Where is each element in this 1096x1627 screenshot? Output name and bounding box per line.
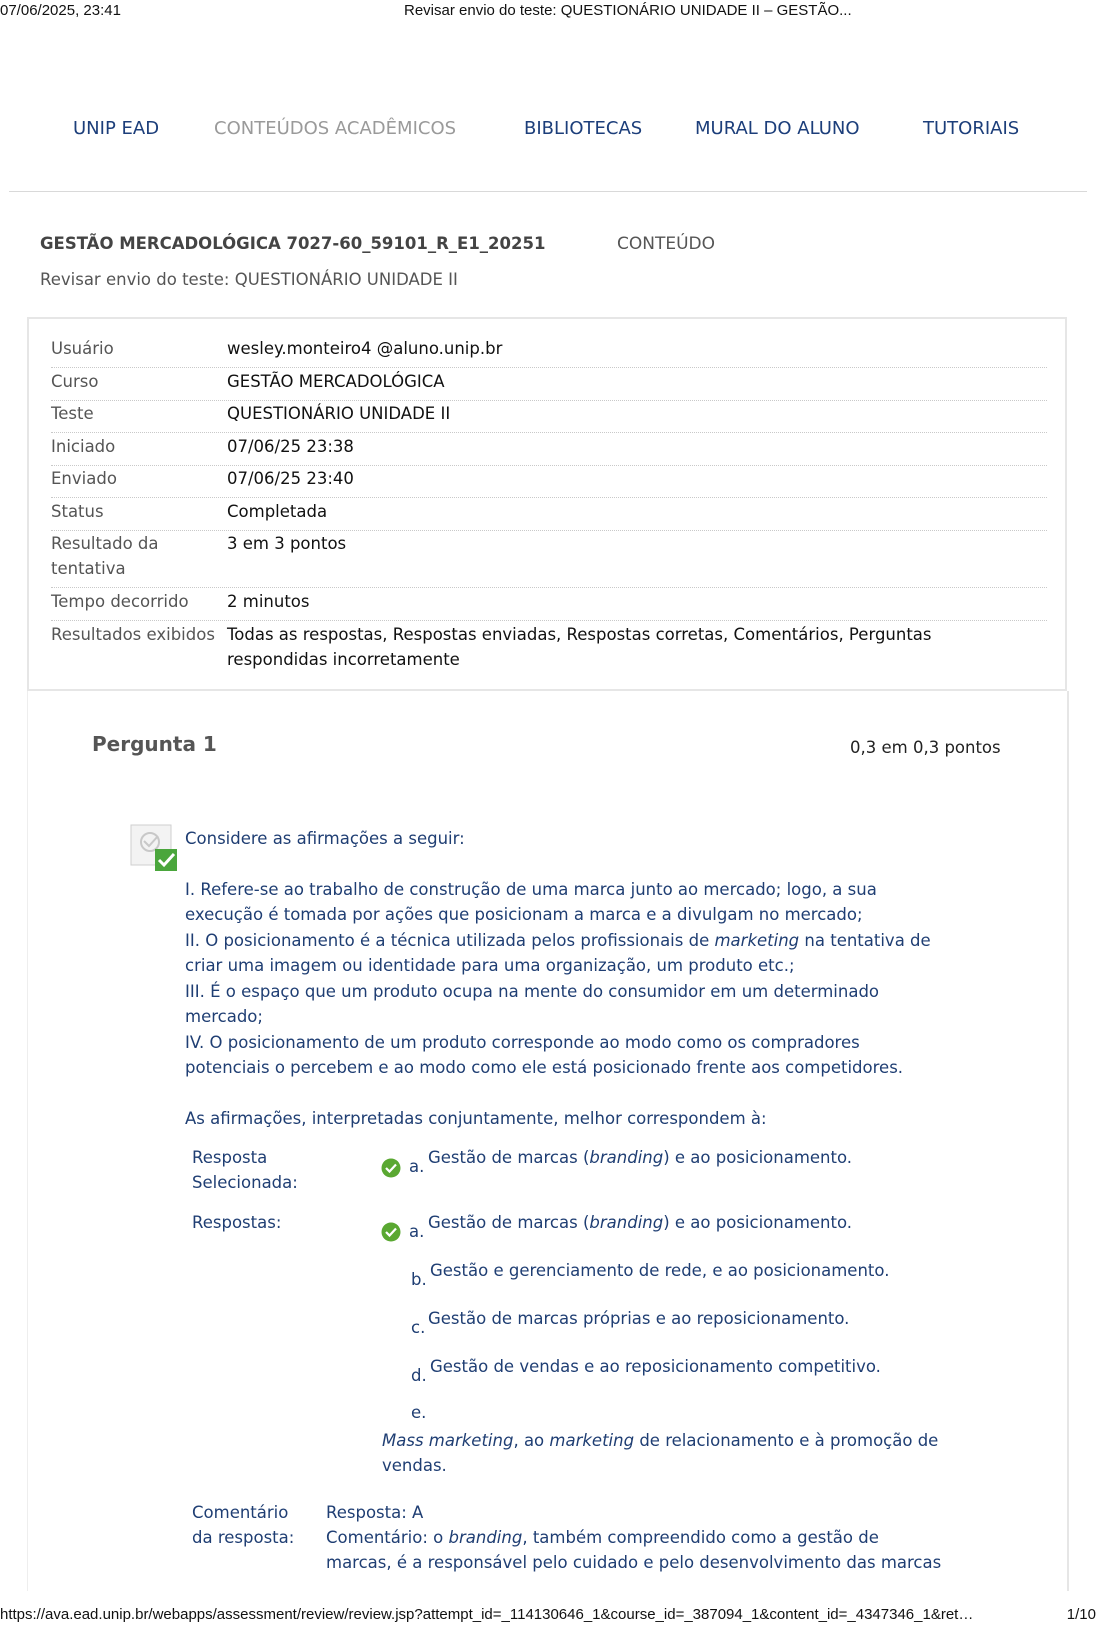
print-url: https://ava.ead.unip.br/webapps/assessment/review/review.jsp?attempt_id=_114130646_1&course_id=_387094_1&content_id=_4347346_1&ret… — [0, 1606, 974, 1623]
comment-answer: Resposta: A — [326, 1503, 424, 1522]
label-line1: Comentário — [192, 1503, 289, 1522]
correct-check-icon — [381, 1158, 401, 1178]
answer-option-e — [382, 1428, 938, 1478]
info-label: Teste — [51, 404, 94, 423]
text-part: Gestão de marcas ( — [428, 1213, 590, 1232]
selected-answer-text — [428, 1145, 852, 1170]
info-value: wesley.monteiro4 @aluno.unip.br — [227, 339, 503, 358]
nav-conteudos-academicos[interactable]: CONTEÚDOS ACADÊMICOS — [214, 118, 457, 139]
text-part: Comentário: o — [326, 1528, 449, 1547]
info-value: QUESTIONÁRIO UNIDADE II — [227, 404, 451, 423]
answer-letter: d. — [411, 1366, 427, 1385]
question-title: Pergunta 1 — [92, 732, 217, 756]
print-footer — [0, 1606, 1096, 1626]
info-value-line1: Todas as respostas, Respostas enviadas, Respostas corretas, Comentários, Perguntas — [227, 625, 932, 644]
question-line: execução é tomada por ações que posicionam a marca e a divulgam no mercado; — [185, 905, 863, 924]
info-value: 2 minutos — [227, 592, 310, 611]
info-label: Usuário — [51, 339, 114, 358]
info-row-curso — [51, 369, 1047, 401]
info-row-teste — [51, 401, 1047, 433]
info-label: Iniciado — [51, 437, 116, 456]
answer-option-a — [428, 1210, 852, 1235]
info-value: 07/06/25 23:40 — [227, 469, 354, 488]
text-emphasis: marketing — [549, 1431, 635, 1450]
answer-option-b: Gestão e gerenciamento de rede, e ao posicionamento. — [430, 1261, 890, 1280]
info-label-line2: tentativa — [51, 559, 126, 578]
text-part: de relacionamento e à promoção de — [634, 1431, 939, 1450]
question-line: mercado; — [185, 1007, 263, 1026]
info-label: Tempo decorrido — [51, 592, 189, 611]
print-page-number: 1/10 — [1066, 1606, 1096, 1623]
nav-divider — [9, 191, 1087, 192]
print-header — [0, 2, 1096, 22]
info-row-resultados-exibidos — [51, 622, 1047, 678]
info-label: Resultados exibidos — [51, 625, 215, 644]
answer-option-c: Gestão de marcas próprias e ao reposicionamento. — [428, 1309, 850, 1328]
label-line2: Selecionada: — [192, 1173, 298, 1192]
question-line-part: II. O posicionamento é a técnica utilizada pelos profissionais de — [185, 931, 710, 950]
answer-letter: a. — [409, 1222, 425, 1241]
question-line: criar uma imagem ou identidade para uma organização, um produto etc.; — [185, 956, 795, 975]
text-part: marcas, é a responsável pelo cuidado e pelo desenvolvimento das marcas — [326, 1553, 942, 1572]
print-date: 07/06/2025, 23:41 — [0, 2, 121, 19]
course-title[interactable]: GESTÃO MERCADOLÓGICA 7027-60_59101_R_E1_20251 — [40, 234, 546, 253]
attempt-info-box — [27, 317, 1067, 691]
info-label-line1: Resultado da — [51, 534, 159, 553]
text-part: Gestão de marcas ( — [428, 1148, 590, 1167]
question-line: IV. O posicionamento de um produto corresponde ao modo como os compradores — [185, 1033, 860, 1052]
nav-tutoriais[interactable]: TUTORIAIS — [923, 118, 1020, 139]
info-label: Status — [51, 502, 104, 521]
label-line2: da resposta: — [192, 1528, 295, 1547]
info-value-line2: respondidas incorretamente — [227, 650, 460, 669]
question-line-part: na tentativa de — [804, 931, 931, 950]
info-value: Completada — [227, 502, 328, 521]
correct-question-icon — [130, 824, 178, 872]
info-row-iniciado — [51, 434, 1047, 466]
info-value: 3 em 3 pontos — [227, 534, 347, 553]
info-row-usuario — [51, 336, 1047, 368]
info-value: GESTÃO MERCADOLÓGICA — [227, 372, 445, 391]
top-nav — [0, 118, 1096, 148]
question-points: 0,3 em 0,3 pontos — [850, 738, 1001, 757]
content-border-right — [1067, 691, 1069, 1591]
text-part: vendas. — [382, 1456, 447, 1475]
answer-option-d: Gestão de vendas e ao reposicionamento competitivo. — [430, 1357, 881, 1376]
answer-letter: a. — [409, 1157, 425, 1176]
print-title: Revisar envio do teste: QUESTIONÁRIO UNIDADE II – GESTÃO... — [404, 2, 852, 19]
answer-letter: c. — [411, 1318, 426, 1337]
correct-check-icon — [381, 1222, 401, 1242]
answer-letter: b. — [411, 1270, 427, 1289]
text-emphasis: Mass marketing — [382, 1431, 514, 1450]
page-title: Revisar envio do teste: QUESTIONÁRIO UNIDADE II — [40, 270, 458, 289]
info-row-enviado — [51, 466, 1047, 498]
text-emphasis: branding — [589, 1148, 664, 1167]
info-label — [51, 531, 221, 581]
answer-letter: e. — [411, 1403, 427, 1422]
question-line: potenciais o percebem e ao modo como ele está posicionado frente aos competidores. — [185, 1058, 904, 1077]
label-line1: Resposta — [192, 1148, 268, 1167]
info-row-status — [51, 499, 1047, 531]
info-label: Curso — [51, 372, 99, 391]
text-part: , ao — [513, 1431, 550, 1450]
info-value — [227, 622, 1027, 672]
question-line: I. Refere-se ao trabalho de construção de uma marca junto ao mercado; logo, a sua — [185, 880, 877, 899]
answers-label: Respostas: — [192, 1213, 282, 1232]
text-part: ) e ao posicionamento. — [663, 1213, 853, 1232]
text-part: ) e ao posicionamento. — [663, 1148, 853, 1167]
info-row-resultado — [51, 531, 1047, 588]
info-label: Enviado — [51, 469, 117, 488]
text-part: , também compreendido como a gestão de — [522, 1528, 879, 1547]
selected-answer-label — [192, 1145, 298, 1195]
text-emphasis: branding — [448, 1528, 523, 1547]
question-prompt: As afirmações, interpretadas conjuntamente, melhor correspondem à: — [185, 1109, 767, 1128]
question-line: III. É o espaço que um produto ocupa na mente do consumidor em um determinado — [185, 982, 880, 1001]
nav-mural-do-aluno[interactable]: MURAL DO ALUNO — [695, 118, 860, 139]
nav-unip-ead[interactable]: UNIP EAD — [73, 118, 160, 139]
question-intro: Considere as afirmações a seguir: — [185, 829, 465, 848]
question-line — [185, 928, 931, 953]
question-line-emphasis: marketing — [714, 931, 800, 950]
nav-bibliotecas[interactable]: BIBLIOTECAS — [524, 118, 643, 139]
content-border-left — [27, 691, 28, 1591]
comment-text — [326, 1500, 941, 1575]
text-emphasis: branding — [589, 1213, 664, 1232]
conteudo-link[interactable]: CONTEÚDO — [617, 234, 716, 254]
comment-label — [192, 1500, 294, 1550]
info-row-tempo — [51, 589, 1047, 621]
info-value: 07/06/25 23:38 — [227, 437, 354, 456]
